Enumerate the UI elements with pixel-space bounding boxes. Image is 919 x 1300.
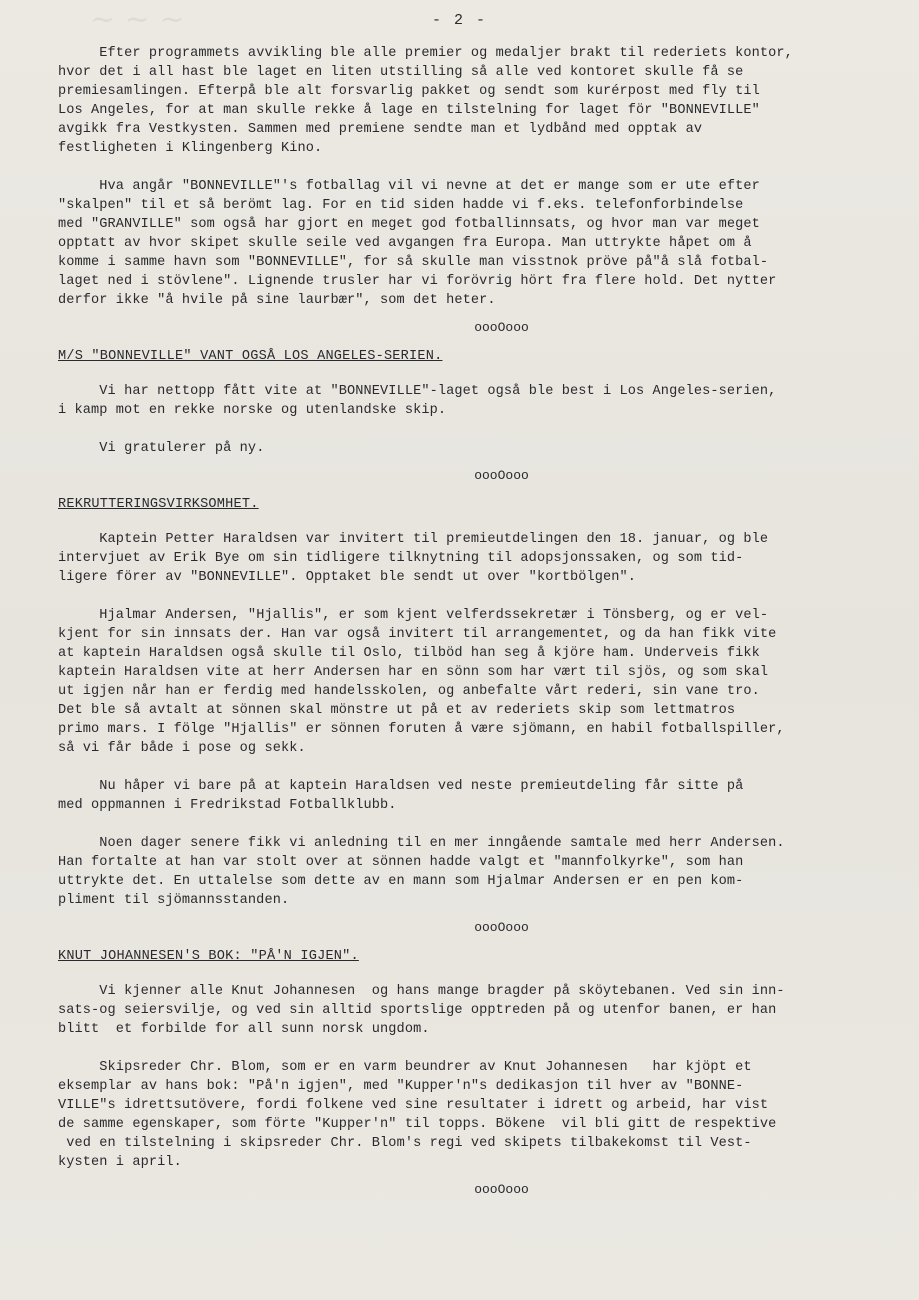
section-intro: [58, 44, 905, 335]
paragraph: Vi gratulerer på ny.: [58, 441, 265, 456]
paragraph: Efter programmets avvikling ble alle premier og medaljer brakt til rederiets kontor, hvor det i all hast ble laget en liten utstilling så alle ved kontoret skulle få se premiesamlingen. Efterpå ble alt forsvarlig pakket og sendt som kurérpost med fly til Los Angeles, for at man skulle rekke å lage en tilstelning for laget för "BONNEVILLE" avgikk fra Vestkysten. Sammen med premiene sendte man et lydbånd med opptak av festligheten i Klingenberg Kino.: [58, 46, 793, 156]
paragraph: Vi kjenner alle Knut Johannesen og hans mange bragder på sköytebanen. Ved sin inn- sats-og seiersvilje, og ved sin alltid sportslige opptreden på og utenfor banen, er han blitt et forbilde for all sunn norsk ungdom.: [58, 984, 785, 1037]
paragraph: Skipsreder Chr. Blom, som er en varm beundrer av Knut Johannesen har kjöpt et eksemplar av hans bok: "På'n igjen", med "Kupper'n"s dedikasjon til hver av "BONNE- VILLE"s idrettsutövere, fordi folkene ved sine resultater i idrett og arbeid, har vist de samme egenskaper, som förte "Kupper'n" til topps. Bökene vil bli gitt de respektive ved en tilstelning i skipsreder Chr. Blom's regi ved skipets tilbakekomst til Vest- kysten i april.: [58, 1060, 777, 1170]
section-heading: M/S "BONNEVILLE" VANT OGSÅ LOS ANGELES-SERIEN.: [58, 349, 443, 364]
page-number: - 2 -: [431, 12, 487, 29]
section-separator: oooOooo: [474, 468, 529, 483]
paragraph: Hva angår "BONNEVILLE"'s fotballag vil vi nevne at det er mange som er ute efter "skalpen" til et så berömt lag. For en tid siden hadde vi f.eks. telefonforbindelse med "GRANVILLE" som også har gjort en meget god fotballinnsats, og hvor man var meget opptatt av hvor skipet skulle seile ved avgangen fra Europa. Man uttrykte håpet om å komme i samme havn som "BONNEVILLE", for så skulle man visstnok pröve på"å slå fotbal- laget ned i stövlene". Lignende trusler har vi forövrig hört fra flere hold. Det nytter derfor ikke "å hvile på sine laurbær", som det heter.: [58, 179, 777, 308]
paragraph: Noen dager senere fikk vi anledning til en mer inngående samtale med herr Andersen. Han fortalte at han var stolt over at sönnen hadde valgt et "mannfolkyrke", som han uttrykte det. En uttalelse som dette av en mann som Hjalmar Andersen er en pen kom- pliment til sjömannsstanden.: [58, 836, 785, 908]
paragraph: Vi har nettopp fått vite at "BONNEVILLE"-laget også ble best i Los Angeles-serien, i kamp mot en rekke norske og utenlandske skip.: [58, 384, 777, 418]
section-separator: oooOooo: [474, 920, 529, 935]
faint-handwriting-mark: ~ ~ ~: [90, 2, 185, 37]
paragraph: Nu håper vi bare på at kaptein Haraldsen ved neste premieutdeling får sitte på med oppmannen i Fredrikstad Fotballklubb.: [58, 779, 744, 813]
section-separator: oooOooo: [474, 320, 529, 335]
section-separator: oooOooo: [474, 1182, 529, 1197]
paragraph: Kaptein Petter Haraldsen var invitert til premieutdelingen den 18. januar, og ble intervjuet av Erik Bye om sin tidligere tilknytning til adopsjonssaken, og som tid- ligere förer av "BONNEVILLE". Opptaket ble sendt ut over "kortbölgen".: [58, 532, 769, 585]
paragraph: Hjalmar Andersen, "Hjallis", er som kjent velferdssekretær i Tönsberg, og er vel- kjent for sin innsats der. Han var også invitert til arrangementet, og da han fikk vite at kaptein Haraldsen også skulle til Oslo, tilböd han seg å kjöre ham. Underveis fikk kaptein Haraldsen vite at herr Andersen har en sönn som har vært til sjös, og som skal ut igjen når han er ferdig med handelsskolen, og anbefalte vårt rederi, sin vane tro. Det ble så avtalt at sönnen skal mönstre ut på et av rederiets skip som lettmatros primo mars. I fölge "Hjallis" er sönnen foruten å være sjömann, en habil fotballspiller, så vi får både i pose og sekk.: [58, 608, 785, 756]
section-los-angeles-series: [58, 349, 905, 483]
section-knut-johannesen-book: [58, 949, 905, 1197]
section-heading: REKRUTTERINGSVIRKSOMHET.: [58, 497, 259, 512]
section-recruitment: [58, 497, 905, 935]
section-heading: KNUT JOHANNESEN'S BOK: "PÅ'N IGJEN".: [58, 949, 359, 964]
